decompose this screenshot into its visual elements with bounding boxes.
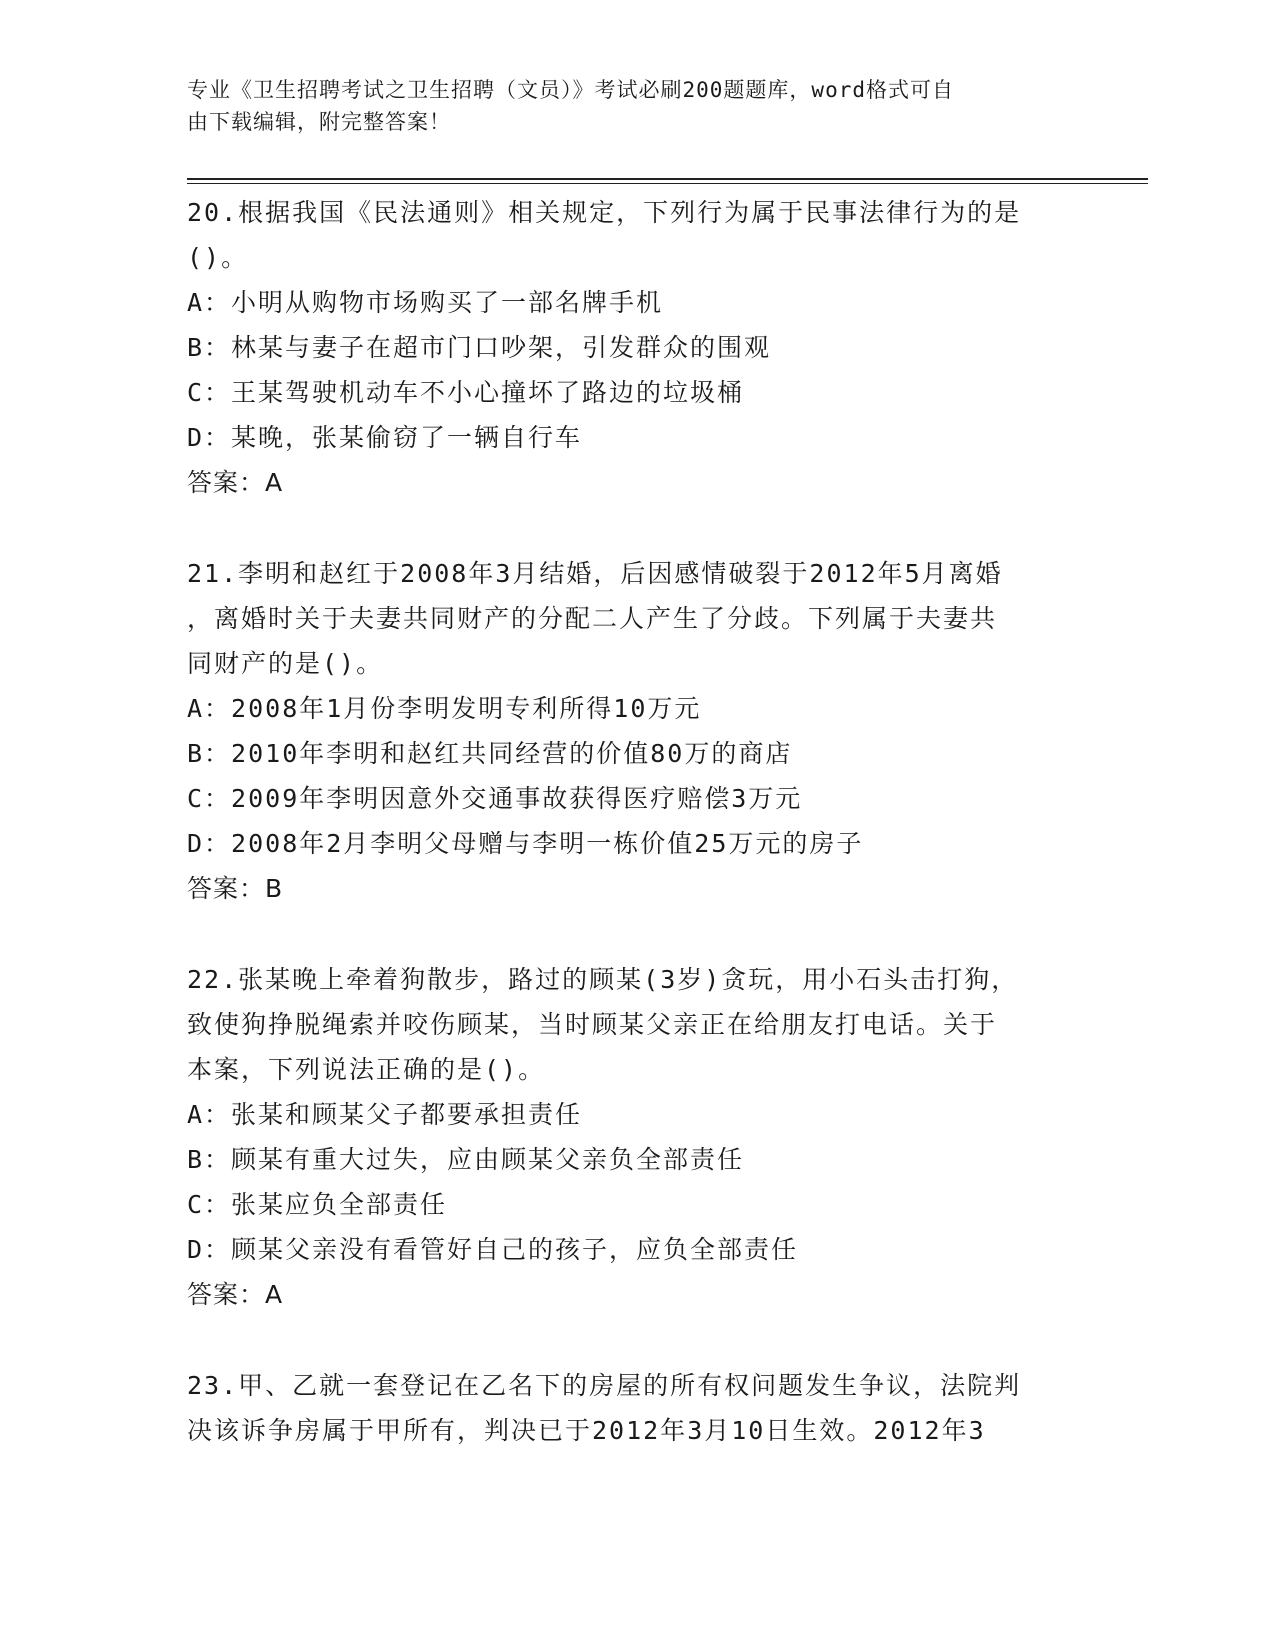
option-d: D：2008年2月李明父母赠与李明一栋价值25万元的房子 <box>187 829 864 858</box>
header-divider-thin <box>187 183 1148 184</box>
question-stem-line: ，离婚时关于夫妻共同财产的分配二人产生了分歧。下列属于夫妻共 <box>187 604 998 633</box>
option-d: D：顾某父亲没有看管好自己的孩子，应负全部责任 <box>187 1235 799 1264</box>
document-header <box>187 74 1067 138</box>
option-a: A：张某和顾某父子都要承担责任 <box>187 1100 583 1129</box>
question-stem-line: ()。 <box>187 243 249 272</box>
question-stem-line: 23.甲、乙就一套登记在乙名下的房屋的所有权问题发生争议，法院判 <box>187 1371 1022 1400</box>
option-b: B：顾某有重大过失，应由顾某父亲负全部责任 <box>187 1145 745 1174</box>
question-21 <box>187 551 1087 911</box>
option-b: B：林某与妻子在超市门口吵架，引发群众的围观 <box>187 333 772 362</box>
header-line-1: 专业《卫生招聘考试之卫生招聘（文员）》考试必刷200题题库，word格式可自 <box>187 78 954 102</box>
question-20 <box>187 190 1087 505</box>
question-stem-line: 本案，下列说法正确的是()。 <box>187 1055 546 1084</box>
answer-line: 答案：B <box>187 874 284 903</box>
header-divider-thick <box>187 178 1148 180</box>
option-c: C：2009年李明因意外交通事故获得医疗赔偿3万元 <box>187 784 803 813</box>
question-stem-line: 21.李明和赵红于2008年3月结婚，后因感情破裂于2012年5月离婚 <box>187 559 1003 588</box>
question-stem-line: 致使狗挣脱绳索并咬伤顾某，当时顾某父亲正在给朋友打电话。关于 <box>187 1010 998 1039</box>
question-stem-line: 20.根据我国《民法通则》相关规定，下列行为属于民事法律行为的是 <box>187 198 1022 227</box>
header-line-2: 由下载编辑，附完整答案！ <box>187 110 451 134</box>
question-list <box>187 190 1087 1453</box>
question-stem-line: 决该诉争房属于甲所有，判决已于2012年3月10日生效。2012年3 <box>187 1416 986 1445</box>
option-a: A：2008年1月份李明发明专利所得10万元 <box>187 694 702 723</box>
answer-line: 答案：A <box>187 1280 284 1309</box>
option-c: C：张某应负全部责任 <box>187 1190 448 1219</box>
question-23 <box>187 1363 1087 1453</box>
question-stem-line: 22.张某晚上牵着狗散步，路过的顾某(3岁)贪玩，用小石头击打狗， <box>187 965 1019 994</box>
option-b: B：2010年李明和赵红共同经营的价值80万的商店 <box>187 739 793 768</box>
question-22 <box>187 957 1087 1317</box>
option-c: C：王某驾驶机动车不小心撞坏了路边的垃圾桶 <box>187 378 745 407</box>
answer-line: 答案：A <box>187 468 284 497</box>
question-stem-line: 同财产的是()。 <box>187 649 384 678</box>
option-a: A：小明从购物市场购买了一部名牌手机 <box>187 288 664 317</box>
option-d: D：某晚，张某偷窃了一辆自行车 <box>187 423 583 452</box>
